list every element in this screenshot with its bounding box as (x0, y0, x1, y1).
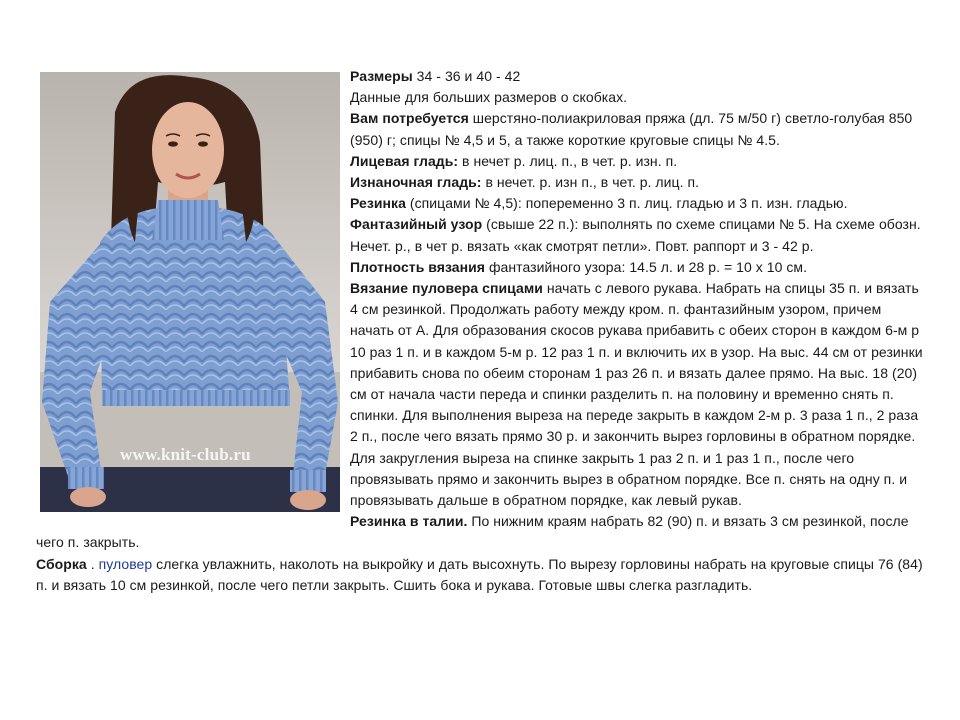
model-photo (40, 72, 340, 512)
assembly-paragraph (36, 554, 926, 596)
pullover-link[interactable]: пуловер (98, 555, 153, 572)
stockinette-value: в нечет р. лиц. п., в чет. р. изн. п. (458, 152, 678, 169)
density-label: Плотность вязания (350, 258, 486, 275)
knitting-value: начать с левого рукава. Набрать на спицы 35 п. и вязать 4 см резинкой. Продолжать работу между кром. п. фантазийным узором, причем начать от А. Для образования скосов рукава прибавить с обеих сторон в каждом 6-м р 10 раз 1 п. и в каждом 5-м р. 12 раз 1 п. и включить их в узор. На выс. 44 см от резинки прибавить снова по обеим сторонам 1 раз 26 п. и вязать далее прямо. На выс. 18 (20) см от начала части переда и спинки разделить п. на половину и временно снять п. спинки. Для выполнения выреза на переде закрыть в каждом 2-м р. 3 раза 1 п., 2 раза 2 п., после чего вязать прямо 30 р. и закончить вырез горловины в обратном порядке. Для закругления выреза на спинке закрыть 1 раз 2 п. и 1 раз 1 п., после чего провязывать прямо и закончить вырез в обратном порядке. Все п. снять на одну п. и провязывать дальше в обратном порядке, как левый рукав. (350, 280, 923, 509)
rib-label: Резинка (350, 195, 406, 212)
knitting-instructions (36, 66, 926, 596)
materials-value: шерстяно-полиакриловая пряжа (дл. 75 м/50 г) светло-голубая 850 (950) г; спицы № 4,5 и 5, а также короткие круговые спицы № 4.5. (350, 110, 913, 148)
watermark-text: www.knit-club.ru (120, 445, 251, 464)
rib-value: (спицами № 4,5): попеременно 3 п. лиц. гладью и 3 п. изн. гладью. (405, 195, 848, 212)
waist-rib-paragraph (36, 511, 926, 553)
assembly-separator: . (86, 555, 99, 572)
assembly-value: слегка увлажнить, наколоть на выкройку и дать высохнуть. По вырезу горловины набрать на круговые спицы 76 (84) п. и вязать 10 см резинкой, после чего петли закрыть. Сшить бока и рукава. Готовые швы слегка разгладить. (36, 555, 923, 593)
sizes-value: 34 - 36 и 40 - 42 (412, 68, 521, 84)
knitting-label: Вязание пуловера спицами (350, 280, 543, 297)
sizes-label: Размеры (350, 68, 413, 84)
materials-label: Вам потребуется (350, 110, 469, 127)
waist-rib-value: По нижним краям набрать 82 (90) п. и вязать 3 см резинкой, после чего п. закрыть. (36, 513, 909, 551)
assembly-label: Сборка (36, 555, 87, 572)
waist-rib-label: Резинка в талии. (350, 513, 468, 530)
sizes-note: Данные для больших размеров о скобках. (350, 89, 628, 106)
fancy-pattern-label: Фантазийный узор (350, 216, 483, 233)
reverse-stockinette-label: Изнаночная гладь: (350, 174, 482, 191)
stockinette-label: Лицевая гладь: (350, 152, 459, 169)
reverse-stockinette-value: в нечет. р. изн п., в чет. р. лиц. п. (481, 174, 700, 191)
fancy-pattern-value: (свыше 22 п.): выполнять по схеме спицами № 5. На схеме обозн. Нечет. р., в чет р. вязать «как смотрят петли». Повт. раппорт и 3 - 42 р. (350, 216, 921, 254)
density-value: фантазийного узора: 14.5 л. и 28 р. = 10 х 10 см. (485, 258, 808, 275)
